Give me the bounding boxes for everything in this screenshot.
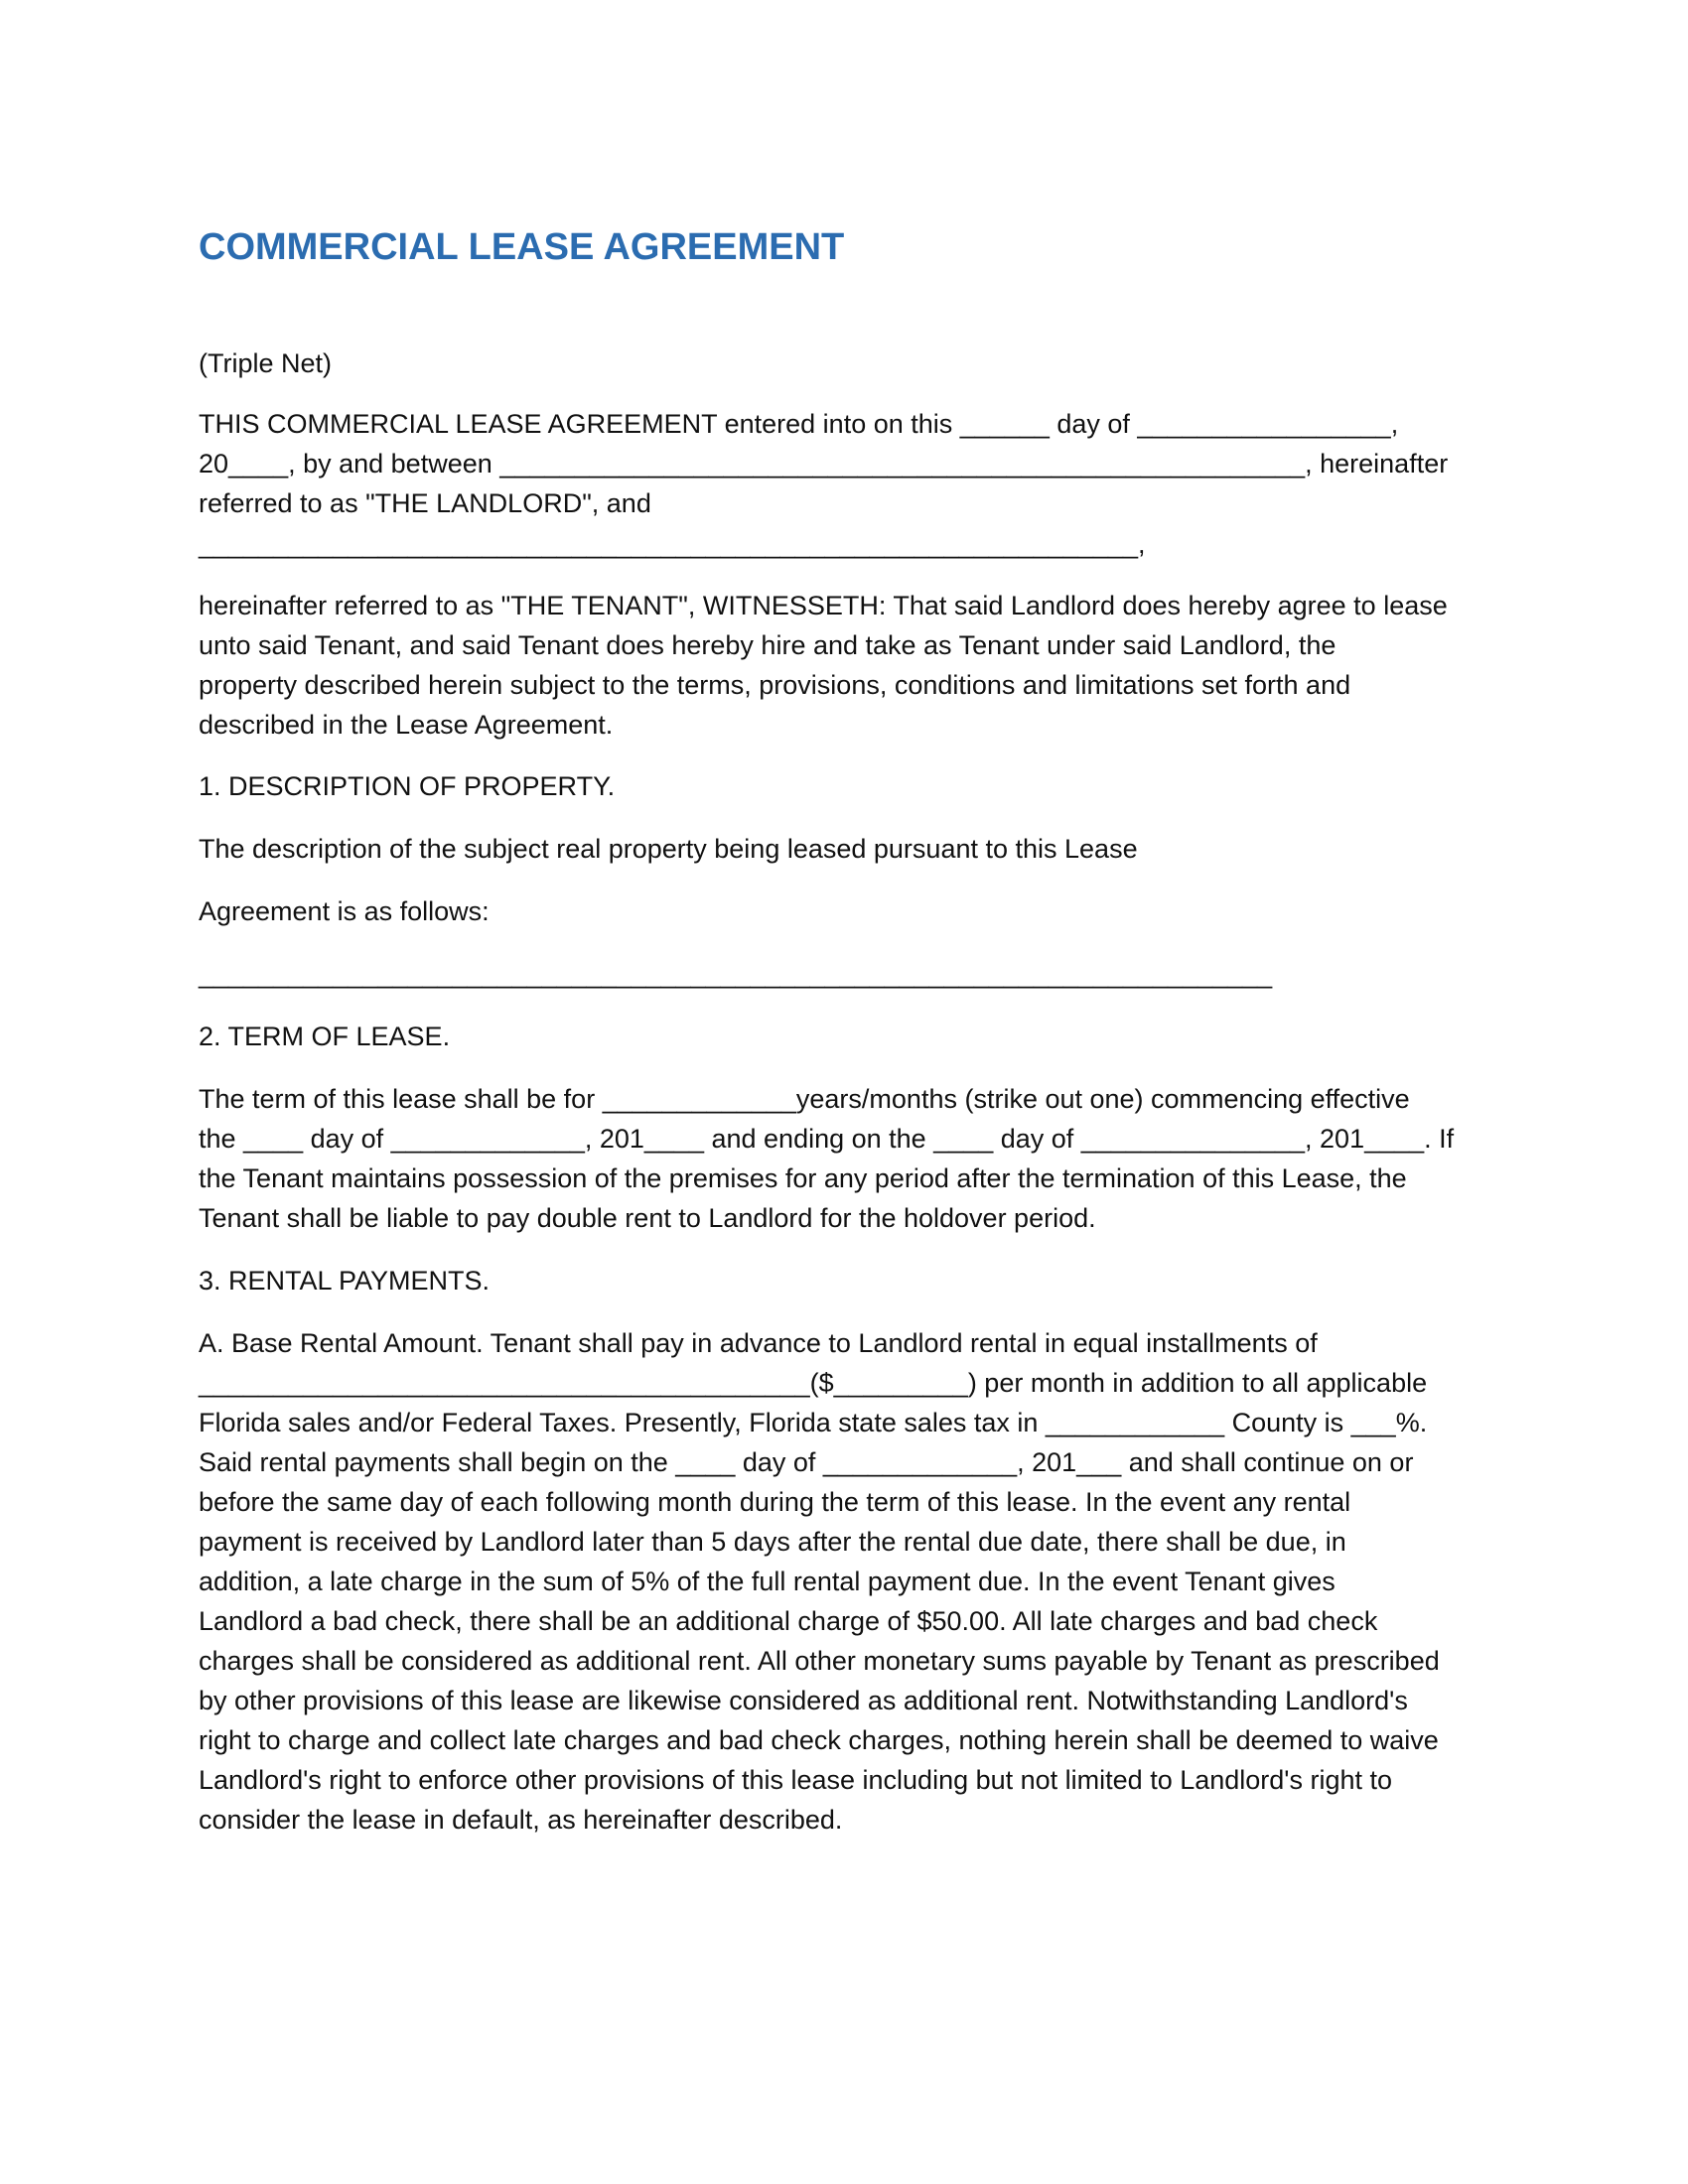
section-1-blank-line: ________________________________________________________________________ <box>199 959 1273 989</box>
section-1-text: The description of the subject real property being leased pursuant to this Lease <box>199 834 1138 864</box>
document-subtitle: (Triple Net) <box>199 348 333 378</box>
section-3-heading: 3. RENTAL PAYMENTS. <box>199 1266 491 1296</box>
witnesseth-line: hereinafter referred to as "THE TENANT", WITNESSETH: That said Landlord does hereby agree to lease <box>199 591 1448 620</box>
intro-line: referred to as "THE LANDLORD", and <box>199 488 651 518</box>
section-3-line: charges shall be considered as additional rent. All other monetary sums payable by Tenant as prescribed <box>199 1646 1440 1676</box>
section-3-line: Landlord's right to enforce other provisions of this lease including but not limited to Landlord's right to <box>199 1765 1393 1795</box>
document-title: COMMERCIAL LEASE AGREEMENT <box>199 226 845 268</box>
section-3-line: before the same day of each following month during the term of this lease. In the event any rental <box>199 1487 1351 1517</box>
section-3-line: Landlord a bad check, there shall be an additional charge of $50.00. All late charges and bad check <box>199 1606 1378 1636</box>
section-3-line: Florida sales and/or Federal Taxes. Presently, Florida state sales tax in ____________ County is ___%. <box>199 1408 1428 1437</box>
section-2-line: The term of this lease shall be for _____________years/months (strike out one) commencing effective <box>199 1084 1410 1114</box>
section-3-line: payment is received by Landlord later than 5 days after the rental due date, there shall be due, in <box>199 1527 1346 1557</box>
witnesseth-line: described in the Lease Agreement. <box>199 710 614 740</box>
intro-line: _______________________________________________________________, <box>199 529 1146 559</box>
section-2-heading: 2. TERM OF LEASE. <box>199 1022 451 1051</box>
section-3-line: Said rental payments shall begin on the ____ day of _____________, 201___ and shall continue on or <box>199 1447 1414 1477</box>
section-2-line: the Tenant maintains possession of the premises for any period after the termination of this Lease, the <box>199 1163 1407 1193</box>
witnesseth-line: property described herein subject to the terms, provisions, conditions and limitations set forth and <box>199 670 1351 700</box>
document-page <box>199 0 1489 2184</box>
section-1-text: Agreement is as follows: <box>199 896 490 926</box>
section-3-line: consider the lease in default, as hereinafter described. <box>199 1805 843 1835</box>
section-2-line: Tenant shall be liable to pay double rent to Landlord for the holdover period. <box>199 1203 1096 1233</box>
intro-line: 20____, by and between ______________________________________________________, hereinafter <box>199 449 1449 478</box>
section-2-line: the ____ day of _____________, 201____ and ending on the ____ day of _______________, 201____. If <box>199 1124 1455 1154</box>
section-3-line: addition, a late charge in the sum of 5% of the full rental payment due. In the event Tenant gives <box>199 1567 1336 1596</box>
section-3-line: by other provisions of this lease are likewise considered as additional rent. Notwithstanding Landlord's <box>199 1686 1408 1715</box>
section-3-line: right to charge and collect late charges and bad check charges, nothing herein shall be deemed to waive <box>199 1725 1439 1755</box>
section-1-heading: 1. DESCRIPTION OF PROPERTY. <box>199 771 616 801</box>
witnesseth-line: unto said Tenant, and said Tenant does hereby hire and take as Tenant under said Landlord, the <box>199 630 1336 660</box>
intro-line: THIS COMMERCIAL LEASE AGREEMENT entered into on this ______ day of _________________, <box>199 409 1399 439</box>
section-3-line: A. Base Rental Amount. Tenant shall pay in advance to Landlord rental in equal installments of <box>199 1328 1318 1358</box>
section-3-line: _________________________________________($_________) per month in addition to all applicable <box>199 1368 1428 1398</box>
